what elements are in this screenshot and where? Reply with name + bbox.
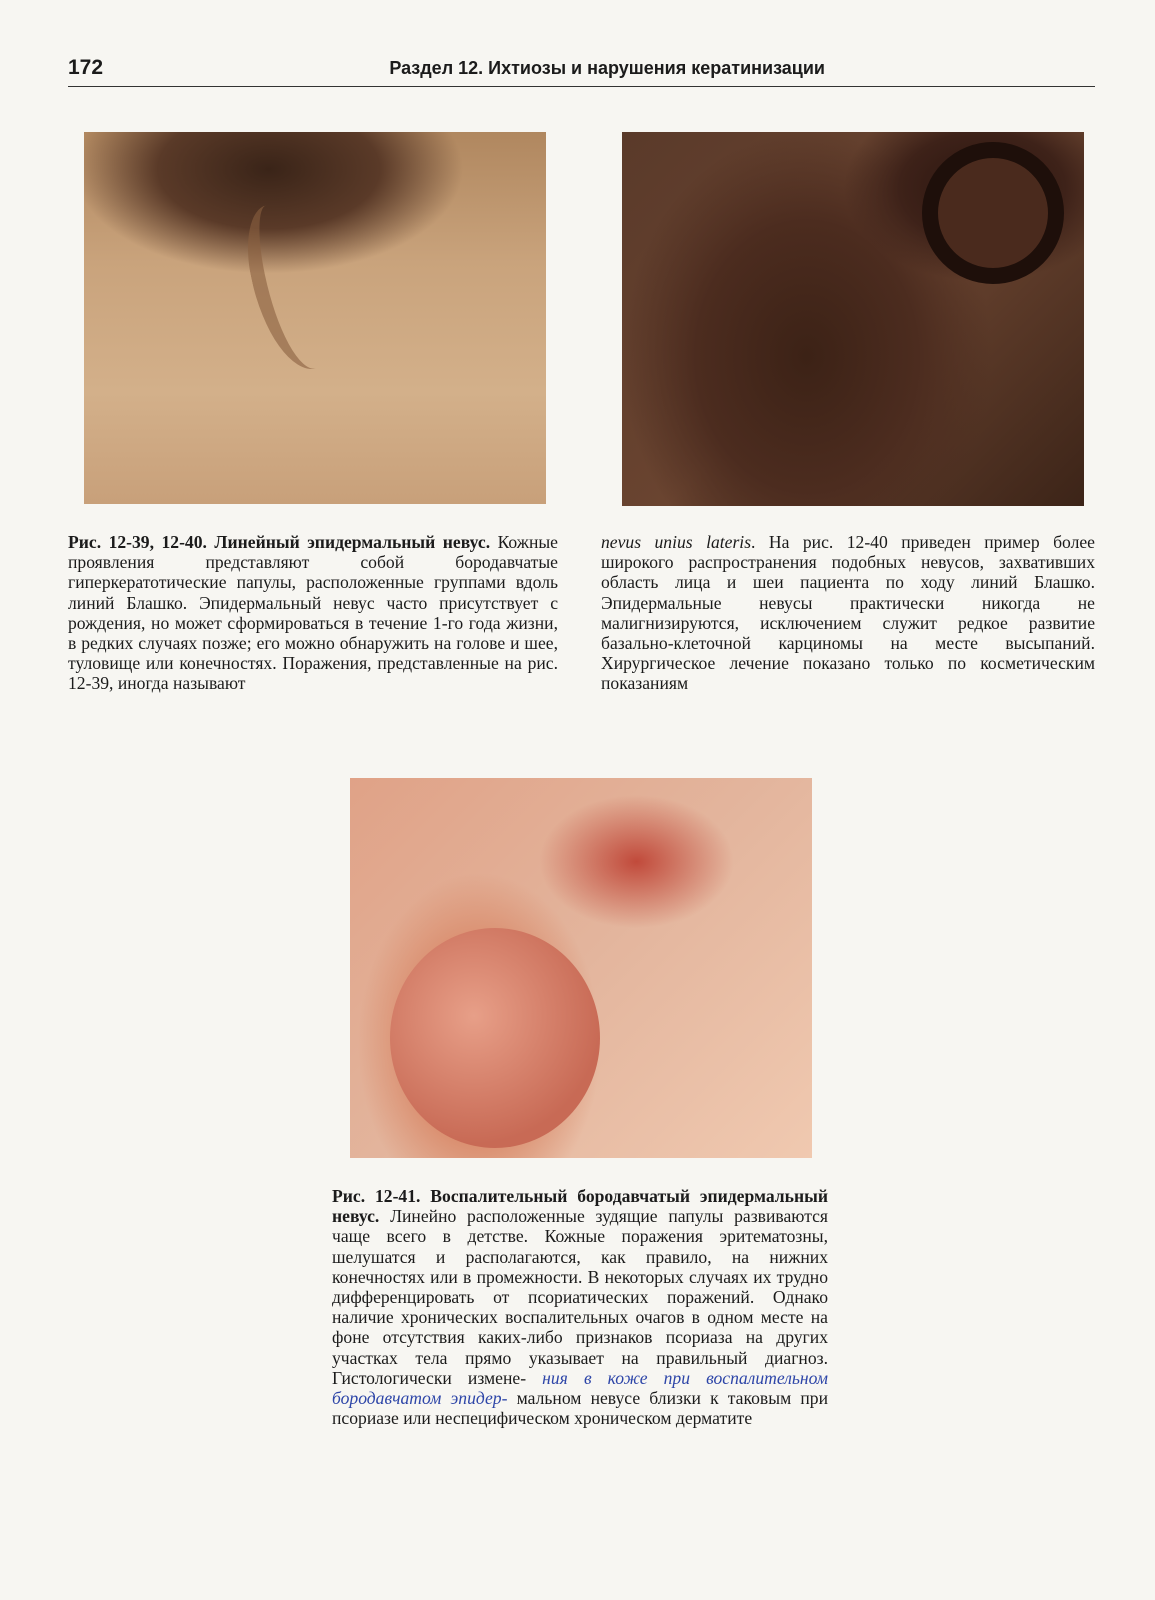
inflamed-nevus-lesion	[390, 928, 600, 1148]
caption-text-continued: . На рис. 12-40 приведен пример более широкого распространения подобных невусов, захвативших область лица и шеи пациента по ходу линий Блашко. Эпидермальные невусы практически никогда не малигнизируются, исключением служит редкое развитие базально-клеточной карциномы на месте высыпаний. Хирургическое лечение показано только по косметическим показаниям	[601, 532, 1095, 694]
caption-highlighted-text: ния в коже при воспалительном бородавчатом эпидер-	[332, 1367, 828, 1409]
running-title: Раздел 12. Ихтиозы и нарушения кератинизации	[389, 58, 825, 78]
caption-text-end: мальном невусе близки к таковым при псориазе или неспецифическом хроническом дерматите	[332, 1388, 828, 1429]
running-header	[68, 54, 1095, 87]
caption-term: nevus unius lateris	[601, 532, 752, 552]
photo-fig-12-41	[350, 778, 812, 1158]
ear-shape	[922, 142, 1064, 284]
caption-label: Рис. 12-39, 12-40. Линейный эпидермальный невус.	[68, 532, 491, 552]
caption-fig-12-39-40-right	[601, 532, 1095, 694]
linear-nevus-lesion	[237, 196, 345, 378]
photo-fig-12-40	[622, 132, 1084, 506]
caption-fig-12-41	[332, 1186, 828, 1428]
photo-fig-12-39	[84, 132, 546, 504]
page-number: 172	[68, 56, 104, 79]
caption-label: Рис. 12-41. Воспалительный бородавчатый эпидермальный невус.	[332, 1186, 828, 1227]
caption-text: Кожные проявления представляют собой бородавчатые гиперкератотические папулы, расположенные группами вдоль линий Блашко. Эпидермальный невус часто присутствует с рождения, но может сформироваться в течение 1-го года жизни, в редких случаях позже; его можно обнаружить на голове и шее, туловище или конечностях. Поражения, представленные на рис. 12-39, иногда называют	[68, 532, 558, 694]
caption-text: Линейно расположенные зудящие папулы развиваются чаще всего в детстве. Кожные поражения эритематозны, шелушатся и располагаются, как правило, на нижних конечностях или в промежности. В некоторых случаях их трудно дифференцировать от псориатических поражений. Однако наличие хронических воспалительных очагов в одном месте на фоне отсутствия каких-либо признаков псориаза на других участках тела прямо указывает на правильный диагноз. Гистологически измене-	[332, 1206, 829, 1388]
caption-fig-12-39-40-left	[68, 532, 558, 694]
